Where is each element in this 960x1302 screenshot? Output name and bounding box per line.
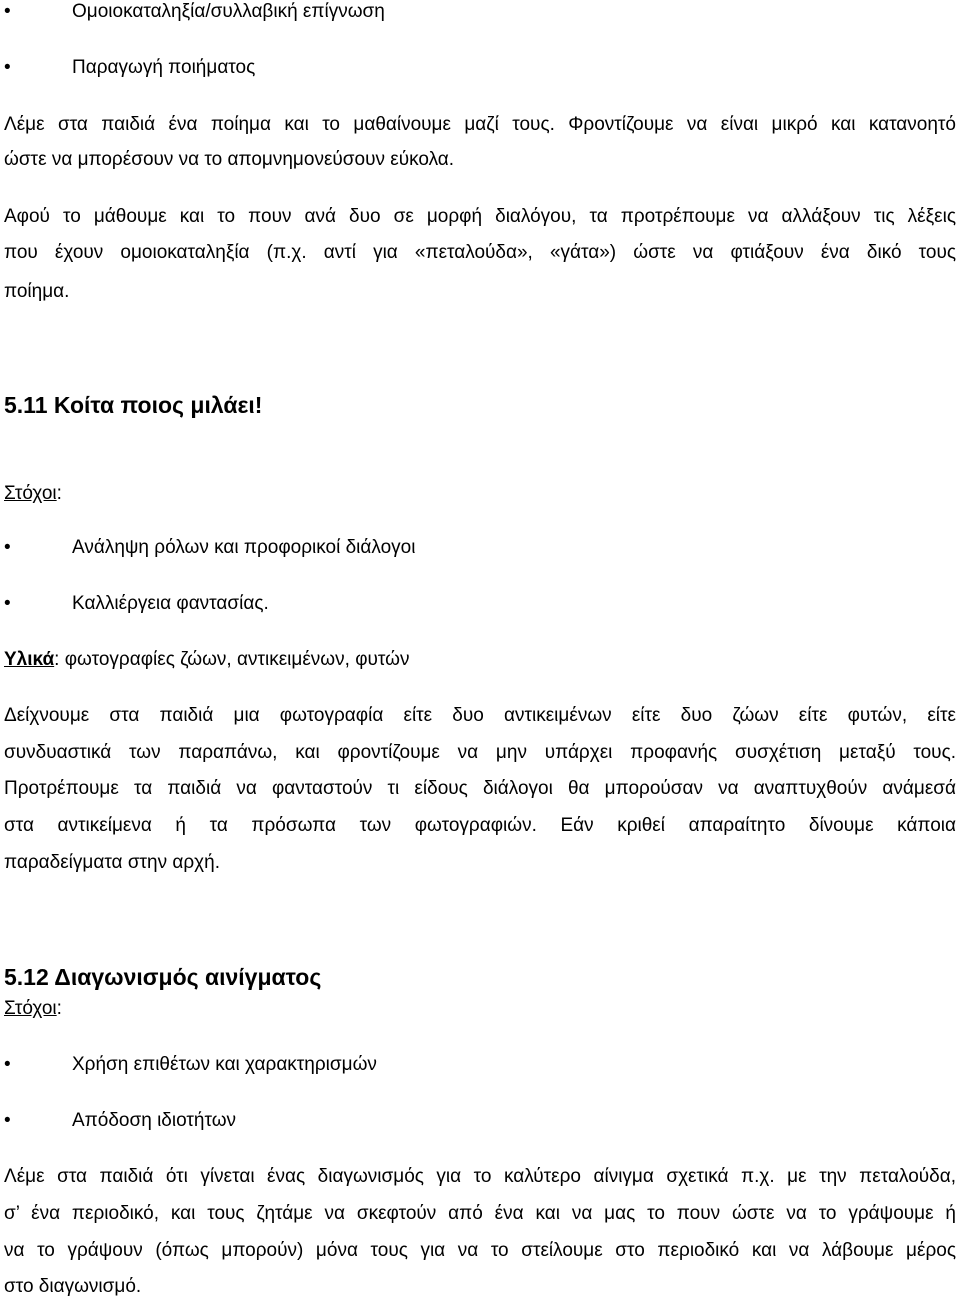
- paragraph-line: Αφού το μάθουμε και το πουν ανά δυο σε μορφή διαλόγου, τα προτρέπουμε να αλλάξουν τις λέξεις: [4, 206, 956, 227]
- bullet-icon: •: [4, 1054, 11, 1075]
- materials-text: : φωτογραφίες ζώων, αντικειμένων, φυτών: [54, 649, 410, 670]
- paragraph-line: σ’ ένα περιοδικό, και τους ζητάμε να σκεφτούν από ένα και να μας το πουν ώστε να το γράψουμε ή: [4, 1203, 956, 1224]
- paragraph-line: παραδείγματα στην αρχή.: [4, 852, 221, 873]
- goals-label-text: Στόχοι: [4, 998, 57, 1019]
- section-heading: 5.11 Κοίτα ποιος μιλάει!: [4, 392, 263, 418]
- bullet-icon: •: [4, 57, 11, 78]
- bullet-icon: •: [4, 537, 11, 558]
- paragraph-line: στο διαγωνισμό.: [4, 1276, 142, 1297]
- goals-label: [4, 482, 62, 506]
- bullet-text: Παραγωγή ποιήματος: [72, 57, 256, 78]
- paragraph-line: Προτρέπουμε τα παιδιά να φανταστούν τι είδους διάλογοι θα μπορούσαν να αναπτυχθούν ανάμεσά: [4, 778, 956, 799]
- goals-label: [4, 997, 62, 1021]
- materials-line: [4, 648, 410, 672]
- bullet-text: Ανάληψη ρόλων και προφορικοί διάλογοι: [72, 537, 416, 558]
- bullet-text: Χρήση επιθέτων και χαρακτηρισμών: [72, 1054, 377, 1075]
- paragraph-line: που έχουν ομοιοκαταληξία (π.χ. αντί για «πεταλούδα», «γάτα») ώστε να φτιάξουν ένα δικό τους: [4, 242, 956, 263]
- bullet-text: Απόδοση ιδιοτήτων: [72, 1110, 237, 1131]
- goals-colon: :: [56, 998, 62, 1019]
- bullet-text: Καλλιέργεια φαντασίας.: [72, 593, 269, 614]
- bullet-text: Ομοιοκαταληξία/συλλαβική επίγνωση: [72, 1, 385, 22]
- paragraph-line: Λέμε στα παιδιά ένα ποίημα και το μαθαίνουμε μαζί τους. Φροντίζουμε να είναι μικρό και κατανοητό: [4, 114, 956, 135]
- materials-label: Υλικά: [4, 649, 55, 670]
- bullet-icon: •: [4, 593, 11, 614]
- paragraph-line: στα αντικείμενα ή τα πρόσωπα των φωτογραφιών. Εάν κριθεί απαραίτητο δίνουμε κάποια: [4, 815, 956, 836]
- paragraph-line: συνδυαστικά των παραπάνω, και φροντίζουμε να μην υπάρχει προφανής συσχέτιση μεταξύ τους.: [4, 742, 956, 763]
- paragraph-line: ώστε να μπορέσουν να το απομνημονεύσουν εύκολα.: [4, 149, 455, 170]
- paragraph-line: Λέμε στα παιδιά ότι γίνεται ένας διαγωνισμός για το καλύτερο αίνιγμα σχετικά π.χ. με την πεταλούδα,: [4, 1166, 956, 1187]
- goals-colon: :: [56, 483, 62, 504]
- bullet-icon: •: [4, 1110, 11, 1131]
- paragraph-line: Δείχνουμε στα παιδιά μια φωτογραφία είτε δυο αντικειμένων είτε δυο ζώων είτε φυτών, είτε: [4, 705, 956, 726]
- section-heading: 5.12 Διαγωνισμός αινίγματος: [4, 964, 322, 990]
- paragraph-line: να το γράψουν (όπως μπορούν) μόνα τους για να το στείλουμε στο περιοδικό και να λάβουμε μέρος: [4, 1240, 956, 1261]
- bullet-icon: •: [4, 1, 11, 22]
- paragraph-line: ποίημα.: [4, 281, 70, 302]
- goals-label-text: Στόχοι: [4, 483, 57, 504]
